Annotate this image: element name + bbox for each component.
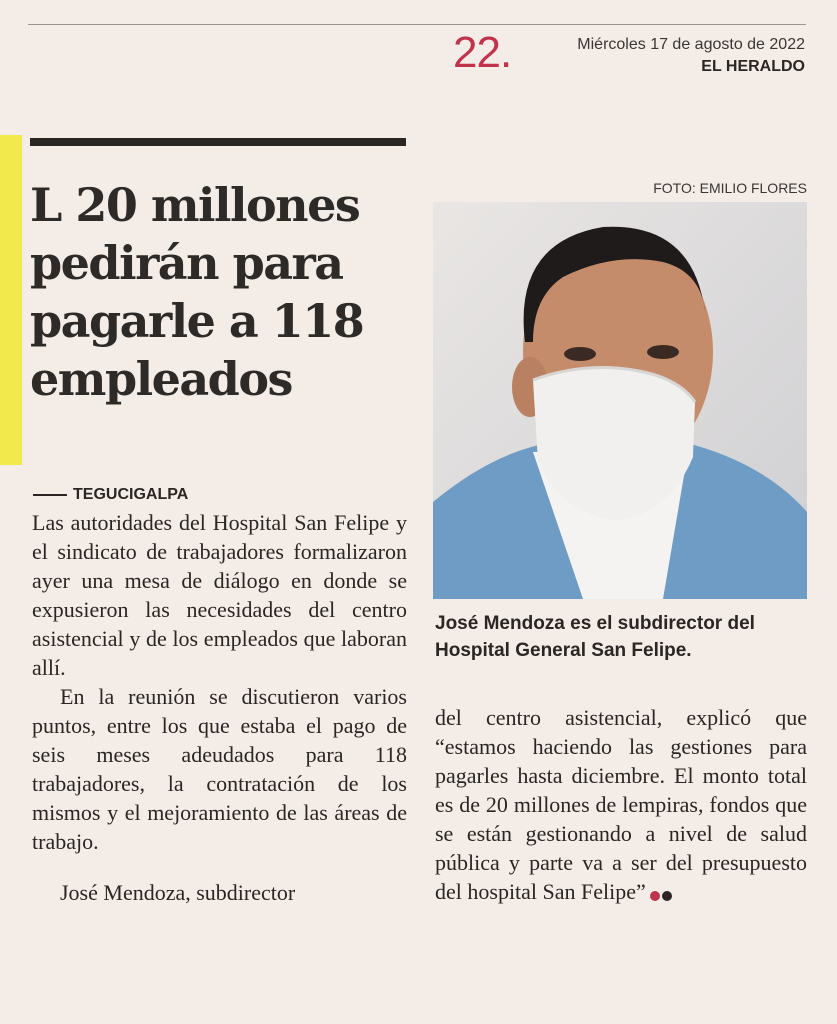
portrait-photo <box>433 202 807 599</box>
left-column <box>32 508 407 907</box>
body-paragraph-4: del centro asistencial, explicó que “estamos haciendo las gestiones para pagarles hasta diciembre. El monto total es de 20 millones de lempiras, fondos que se están gestionando a nivel de salud pública y parte va a ser del presupuesto del hospital San Felipe” <box>435 705 807 904</box>
right-column <box>435 703 807 908</box>
highlighter-mark <box>0 135 22 465</box>
body-paragraph-2: En la reunión se discutieron varios puntos, entre los que estaba el pago de seis meses adeudados para 118 trabajadores, la contratación de los mismos y el mejoramiento de las áreas de trabajo. <box>32 684 407 854</box>
body-paragraph-1: Las autoridades del Hospital San Felipe y el sindicato de trabajadores formalizaron ayer una mesa de diálogo en donde se expusieron las necesidades del centro asistencial y de los empleados que laboran allí. <box>32 510 407 680</box>
headline: L 20 millones pedirán para pagarle a 118 empleados <box>30 178 364 406</box>
newspaper-name: EL HERALDO <box>701 58 805 75</box>
dateline-text: TEGUCIGALPA <box>73 486 189 503</box>
dateline-dash <box>33 494 67 496</box>
top-rule <box>28 24 806 25</box>
issue-date: Miércoles 17 de agosto de 2022 <box>577 36 805 53</box>
end-of-article-icon <box>650 879 674 908</box>
page-number: 22. <box>453 28 512 77</box>
photo-credit: FOTO: EMILIO FLORES <box>653 180 807 196</box>
dateline <box>33 486 188 504</box>
headline-rule <box>30 138 406 146</box>
body-paragraph-3: José Mendoza, subdirector <box>60 880 296 905</box>
photo-caption: José Mendoza es el subdirector del Hospital General San Felipe. <box>435 613 755 661</box>
portrait-illustration <box>433 202 807 599</box>
